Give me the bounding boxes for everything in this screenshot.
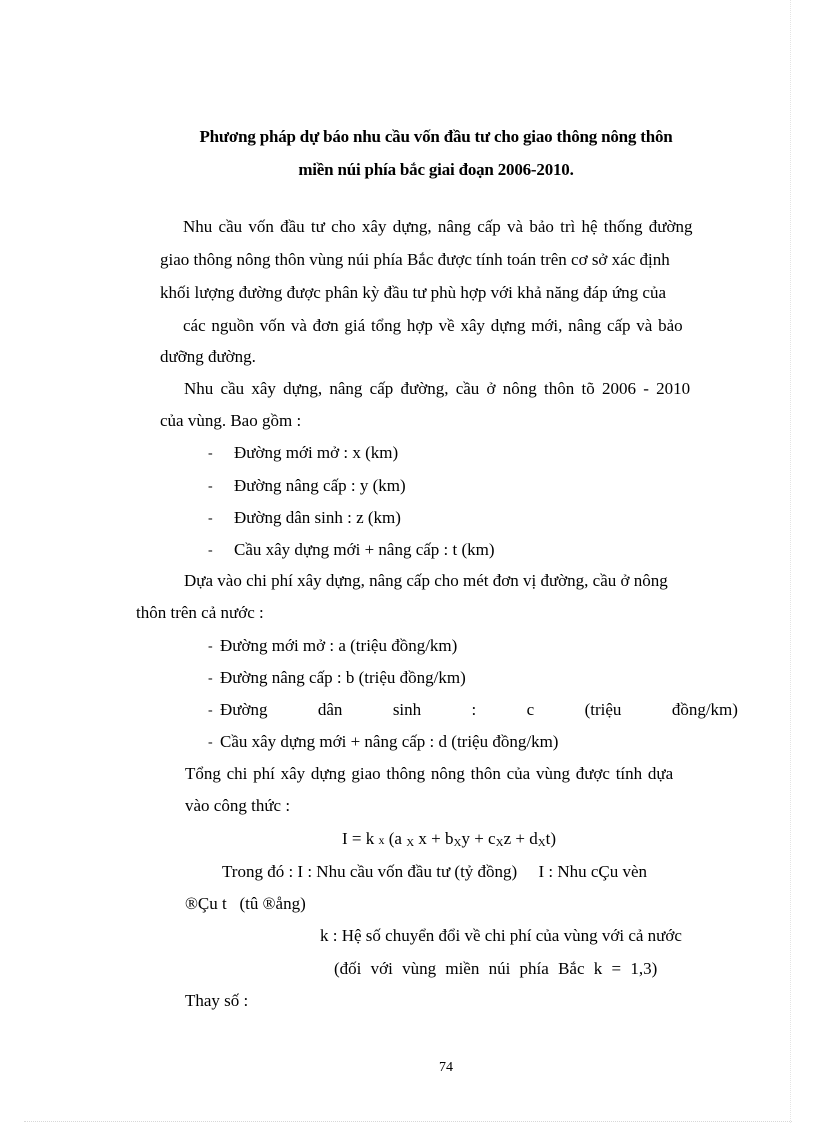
list-2-item-3-word: đồng/km) (671, 700, 738, 719)
paragraph-3-line-1: Dựa vào chi phí xây dựng, nâng cấp cho mét đơn vị đường, cầu ở nông (184, 571, 668, 590)
list-1-item-4: Cầu xây dựng mới + nâng cấp : t (km) (234, 540, 495, 559)
list-2-item-3-word: sinh (392, 700, 422, 719)
list-2-marker: - (208, 735, 213, 750)
paragraph-1-line-1: Nhu cầu vốn đầu tư cho xây dựng, nâng cấp và bảo trì hệ thống đường (183, 217, 693, 236)
page-number: 74 (439, 1060, 453, 1075)
paragraph-5-line-1: Thay số : (185, 991, 249, 1010)
paragraph-2-line-1: Nhu cầu xây dựng, nâng cấp đường, cầu ở nông thôn tõ 2006 - 2010 (184, 379, 691, 398)
formula (342, 829, 556, 849)
paragraph-4-line-1: Tổng chi phí xây dựng giao thông nông thôn của vùng được tính dựa (185, 764, 674, 783)
list-2-item-4: Cầu xây dựng mới + nâng cấp : d (triệu đồng/km) (220, 732, 559, 751)
page-right-divider (790, 0, 791, 1123)
list-1-marker: - (208, 446, 213, 461)
paragraph-2-line-2: của vùng. Bao gồm : (160, 411, 302, 430)
formula-part: I = k (342, 829, 379, 848)
list-1-item-3: Đường dân sinh : z (km) (234, 508, 401, 527)
paragraph-1-line-4: các nguồn vốn và đơn giá tổng hợp về xây dựng mới, nâng cấp và bảo (183, 316, 683, 335)
formula-multiply-sign: x (378, 833, 385, 847)
formula-part: y + c (461, 829, 496, 848)
heading-line-1: Phương pháp dự báo nhu cầu vốn đầu tư cho giao thông nông thôn (199, 127, 673, 146)
list-2-item-3 (220, 700, 738, 720)
paragraph-1-line-5: dưỡng đường. (160, 347, 256, 366)
paragraph-4-line-2: vào công thức : (185, 796, 291, 815)
where-line-3: k : Hệ số chuyển đổi về chi phí của vùng với cả nước (320, 926, 682, 945)
list-1-item-1: Đường mới mở : x (km) (234, 443, 399, 462)
where-line-4: (đối với vùng miền núi phía Bắc k = 1,3) (334, 959, 658, 978)
list-2-item-3-word: (triệu (584, 700, 622, 719)
heading-line-2: miền núi phía bắc giai đoạn 2006-2010. (298, 160, 574, 179)
where-line-2: ®Çu t (tû ®ång) (185, 894, 306, 913)
formula-subscript: X (453, 837, 462, 849)
formula-part: x + b (414, 829, 454, 848)
formula-subscript: X (406, 837, 415, 849)
formula-part: (a (384, 829, 407, 848)
paragraph-1-line-3: khối lượng đường được phân kỳ đầu tư phù hợp với khả năng đáp ứng của (160, 283, 667, 302)
list-1-marker: - (208, 479, 213, 494)
page-bottom-divider (24, 1121, 792, 1122)
where-line-1: Trong đó : I : Nhu cầu vốn đầu tư (tỷ đồng) I : Nhu cÇu vèn (222, 862, 648, 881)
formula-part: t) (545, 829, 557, 848)
list-2-item-3-word: dân (317, 700, 343, 719)
paragraph-1-line-2: giao thông nông thôn vùng núi phía Bắc được tính toán trên cơ sở xác định (160, 250, 670, 269)
paragraph-3-line-2: thôn trên cả nước : (136, 603, 264, 622)
formula-subscript: X (495, 837, 504, 849)
list-1-item-2: Đường nâng cấp : y (km) (234, 476, 406, 495)
formula-subscript: X (537, 837, 546, 849)
list-1-marker: - (208, 543, 213, 558)
list-2-item-1: Đường mới mở : a (triệu đồng/km) (220, 636, 458, 655)
list-2-marker: - (208, 671, 213, 686)
list-2-marker: - (208, 703, 213, 718)
list-2-item-3-word: : (471, 700, 477, 719)
formula-part: z + d (503, 829, 538, 848)
list-2-marker: - (208, 639, 213, 654)
list-2-item-2: Đường nâng cấp : b (triệu đồng/km) (220, 668, 466, 687)
list-2-item-3-word: Đường (220, 700, 268, 719)
list-1-marker: - (208, 511, 213, 526)
list-2-item-3-word: c (526, 700, 535, 719)
